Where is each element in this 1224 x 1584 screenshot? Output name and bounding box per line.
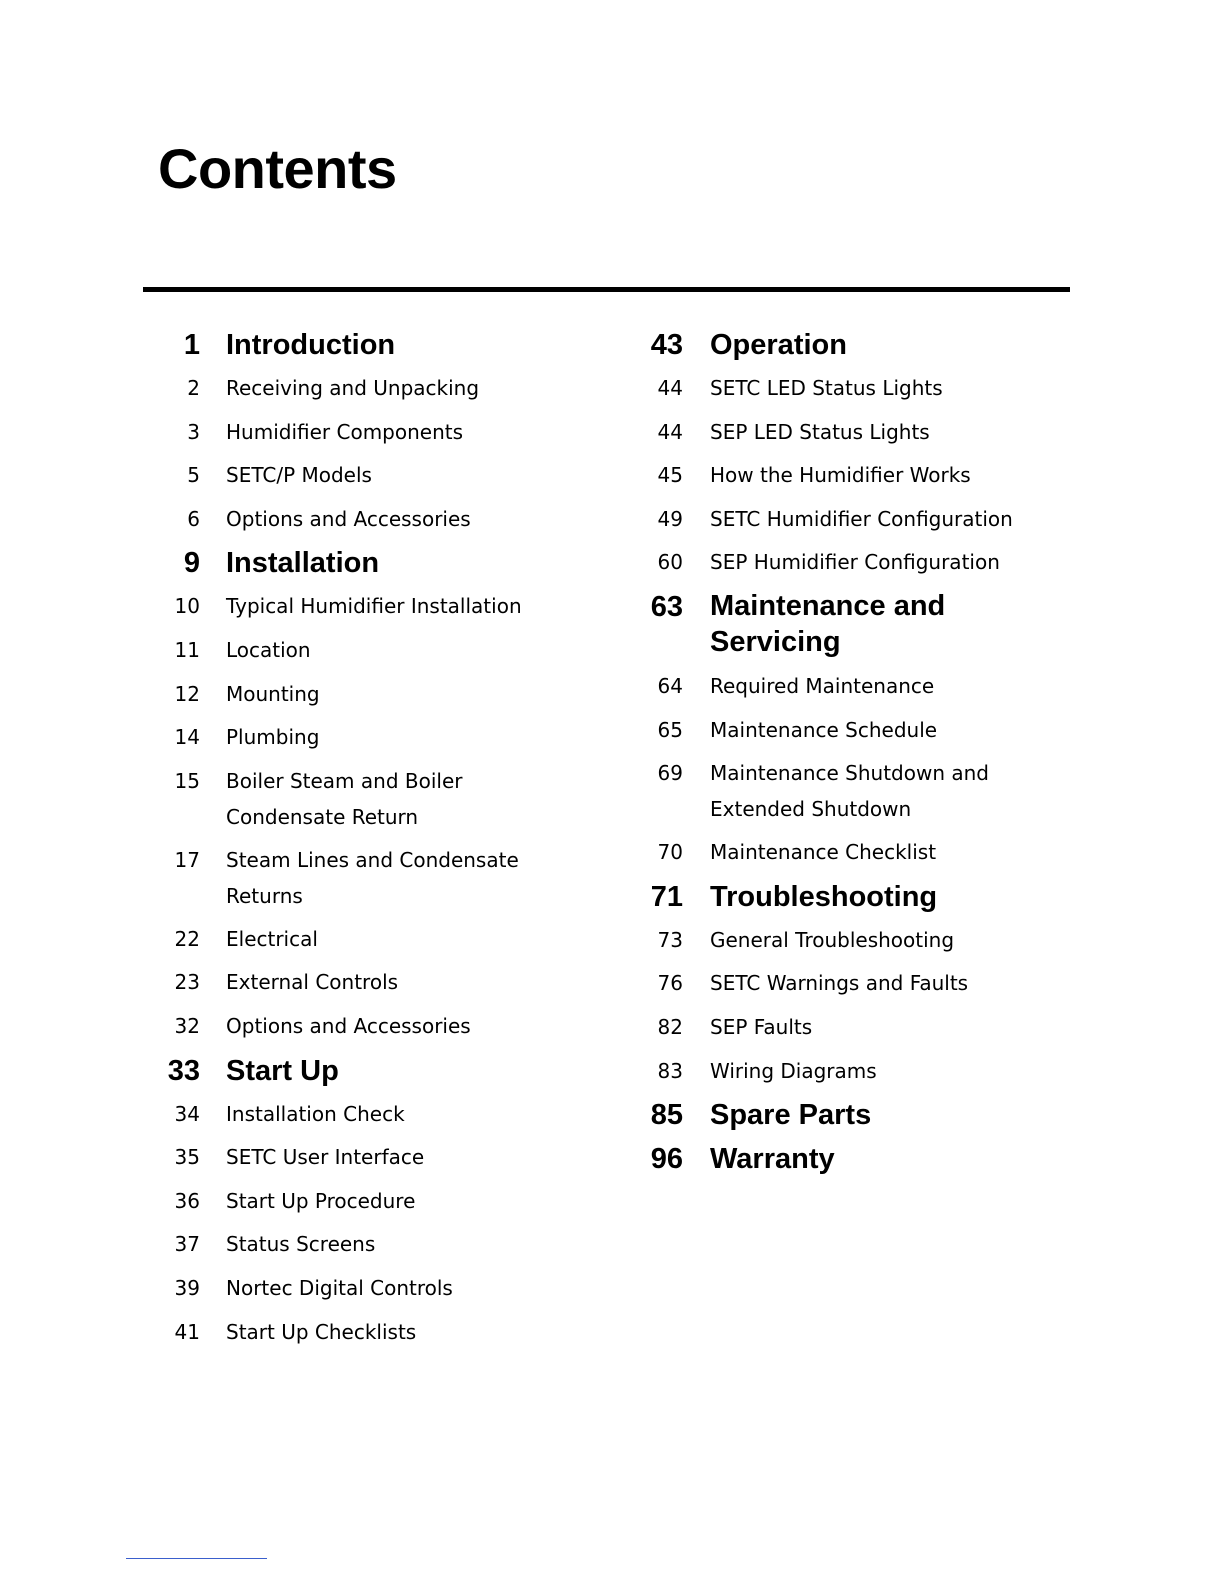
footer-link-underline: [126, 1558, 267, 1559]
toc-section-plumbing[interactable]: [150, 719, 570, 763]
toc-page-number: 3: [187, 419, 200, 444]
toc-entry-title: Options and Accessories: [226, 506, 471, 531]
toc-entry-title: Start Up: [226, 1054, 339, 1087]
toc-entry-title: Operation: [710, 329, 847, 361]
toc-entry-title: Maintenance Schedule: [710, 717, 938, 742]
toc-section-receiving-and-unpacking[interactable]: [150, 370, 570, 414]
toc-entry-title: Introduction: [226, 329, 396, 361]
toc-section-options-and-accessories[interactable]: [150, 1008, 570, 1052]
toc-entry-title: Maintenance and Servicing: [710, 589, 946, 658]
toc-page-number: 36: [174, 1188, 200, 1213]
toc-page-number: 73: [657, 927, 683, 952]
toc-section-setc-led-status-lights[interactable]: [635, 370, 1055, 414]
toc-page-number: 60: [657, 550, 683, 575]
toc-page-number: 69: [657, 761, 683, 786]
toc-section-location[interactable]: [150, 632, 570, 676]
toc-entry-title: SEP Humidifier Configuration: [710, 550, 1000, 575]
toc-entry-title: Required Maintenance: [710, 673, 935, 698]
toc-section-start-up-checklists[interactable]: [150, 1314, 570, 1358]
toc-entry-title: Steam Lines and Condensate Returns: [226, 847, 519, 908]
toc-page-number: 9: [183, 547, 200, 580]
toc-section-setc-humidifier-configuration[interactable]: [635, 501, 1055, 545]
toc-entry-title: Electrical: [226, 926, 318, 951]
toc-page-number: 22: [174, 926, 200, 951]
toc-section-required-maintenance[interactable]: [635, 668, 1055, 712]
toc-entry-title: Receiving and Unpacking: [226, 376, 480, 400]
toc-page-number: 49: [657, 506, 683, 531]
toc-entry-title: Plumbing: [226, 725, 320, 750]
toc-section-boiler-steam-and-boiler-condensate-return[interactable]: [150, 763, 570, 842]
toc-section-how-the-humidifier-works[interactable]: [635, 457, 1055, 501]
toc-chapter-operation[interactable]: [635, 326, 1055, 370]
toc-entry-title: SETC/P Models: [226, 463, 372, 488]
toc-page-number: 34: [174, 1101, 200, 1126]
toc-entry-title: Location: [226, 637, 311, 662]
toc-section-nortec-digital-controls[interactable]: [150, 1270, 570, 1314]
toc-page-number: 37: [174, 1232, 200, 1257]
toc-section-setc-p-models[interactable]: [150, 457, 570, 501]
toc-section-sep-led-status-lights[interactable]: [635, 414, 1055, 458]
title-divider: [143, 287, 1070, 292]
toc-entry-title: How the Humidifier Works: [710, 463, 971, 488]
toc-chapter-maintenance-and-servicing[interactable]: [635, 588, 1055, 668]
toc-section-options-and-accessories[interactable]: [150, 501, 570, 545]
toc-section-maintenance-shutdown-and-extended-shutdown[interactable]: [635, 755, 1055, 834]
toc-entry-title: General Troubleshooting: [710, 927, 955, 952]
toc-entry-title: Options and Accessories: [226, 1013, 471, 1038]
toc-section-sep-faults[interactable]: [635, 1009, 1055, 1053]
toc-section-typical-humidifier-installation[interactable]: [150, 588, 570, 632]
toc-chapter-start-up[interactable]: [150, 1052, 570, 1096]
toc-chapter-installation[interactable]: [150, 544, 570, 588]
toc-entry-title: SETC Humidifier Configuration: [710, 506, 1013, 531]
page-title: Contents: [158, 137, 397, 200]
toc-entry-title: SETC User Interface: [226, 1145, 425, 1170]
toc-page-number: 71: [650, 880, 683, 913]
toc-page-number: 45: [657, 463, 683, 488]
toc-page-number: 11: [174, 637, 200, 662]
toc-page-number: 85: [650, 1099, 683, 1132]
toc-section-setc-warnings-and-faults[interactable]: [635, 965, 1055, 1009]
toc-page-number: 6: [187, 506, 200, 531]
toc-entry-title: SEP LED Status Lights: [710, 419, 930, 444]
toc-page-number: 12: [174, 681, 200, 706]
toc-chapter-troubleshooting[interactable]: [635, 878, 1055, 922]
toc-page-number: 63: [650, 590, 683, 623]
toc-entry-title: Nortec Digital Controls: [226, 1275, 453, 1300]
toc-page-number: 17: [174, 847, 200, 872]
toc-left-column: [150, 326, 570, 1357]
toc-section-wiring-diagrams[interactable]: [635, 1053, 1055, 1097]
toc-entry-title: Mounting: [226, 681, 320, 706]
toc-section-maintenance-schedule[interactable]: [635, 712, 1055, 756]
toc-section-general-troubleshooting[interactable]: [635, 922, 1055, 966]
toc-section-sep-humidifier-configuration[interactable]: [635, 544, 1055, 588]
toc-page-number: 43: [650, 329, 683, 361]
toc-section-status-screens[interactable]: [150, 1226, 570, 1270]
toc-page-number: 96: [650, 1143, 683, 1176]
toc-entry-title: Warranty: [710, 1143, 835, 1176]
toc-entry-title: Status Screens: [226, 1232, 376, 1257]
toc-page-number: 82: [657, 1014, 683, 1039]
toc-entry-title: SETC Warnings and Faults: [710, 971, 969, 996]
toc-section-electrical[interactable]: [150, 921, 570, 965]
toc-page-number: 65: [657, 717, 683, 742]
toc-page-number: 70: [657, 840, 683, 865]
toc-entry-title: External Controls: [226, 970, 399, 995]
toc-page-number: 39: [174, 1275, 200, 1300]
toc-section-mounting[interactable]: [150, 676, 570, 720]
toc-page-number: 33: [167, 1054, 200, 1087]
toc-section-setc-user-interface[interactable]: [150, 1139, 570, 1183]
toc-section-maintenance-checklist[interactable]: [635, 834, 1055, 878]
toc-chapter-spare-parts[interactable]: [635, 1096, 1055, 1140]
toc-section-start-up-procedure[interactable]: [150, 1183, 570, 1227]
toc-chapter-warranty[interactable]: [635, 1140, 1055, 1184]
toc-section-steam-lines-and-condensate-returns[interactable]: [150, 842, 570, 921]
toc-page-number: 2: [187, 376, 200, 400]
toc-section-external-controls[interactable]: [150, 964, 570, 1008]
toc-page-number: 14: [174, 725, 200, 750]
toc-page-number: 35: [174, 1145, 200, 1170]
toc-page-number: 64: [657, 673, 683, 698]
toc-entry-title: Humidifier Components: [226, 419, 464, 444]
toc-entry-title: Installation: [226, 547, 380, 580]
toc-entry-title: Start Up Procedure: [226, 1188, 416, 1213]
toc-page-number: 76: [657, 971, 683, 996]
toc-entry-title: Boiler Steam and Boiler Condensate Return: [226, 768, 463, 829]
toc-entry-title: SETC LED Status Lights: [710, 376, 943, 400]
toc-page-number: 83: [657, 1058, 683, 1083]
toc-entry-title: Spare Parts: [710, 1099, 872, 1132]
toc-entry-title: Typical Humidifier Installation: [226, 594, 522, 619]
toc-page-number: 32: [174, 1013, 200, 1038]
toc-section-installation-check[interactable]: [150, 1096, 570, 1140]
toc-entry-title: Start Up Checklists: [226, 1319, 417, 1344]
toc-entry-title: Maintenance Checklist: [710, 840, 937, 865]
toc-entry-title: Maintenance Shutdown and Extended Shutdown: [710, 761, 989, 822]
toc-page-number: 44: [657, 376, 683, 400]
toc-page-number: 1: [183, 329, 200, 361]
toc-chapter-introduction[interactable]: [150, 326, 570, 370]
toc-page-number: 10: [174, 594, 200, 619]
toc-section-humidifier-components[interactable]: [150, 414, 570, 458]
toc-entry-title: Wiring Diagrams: [710, 1058, 877, 1083]
toc-page-number: 44: [657, 419, 683, 444]
toc-page-number: 41: [174, 1319, 200, 1344]
toc-right-column: [635, 326, 1055, 1184]
toc-page-number: 23: [174, 970, 200, 995]
toc-page-number: 5: [187, 463, 200, 488]
toc-entry-title: Troubleshooting: [710, 880, 938, 913]
toc-page-number: 15: [174, 768, 200, 793]
toc-entry-title: Installation Check: [226, 1101, 405, 1126]
toc-entry-title: SEP Faults: [710, 1014, 813, 1039]
